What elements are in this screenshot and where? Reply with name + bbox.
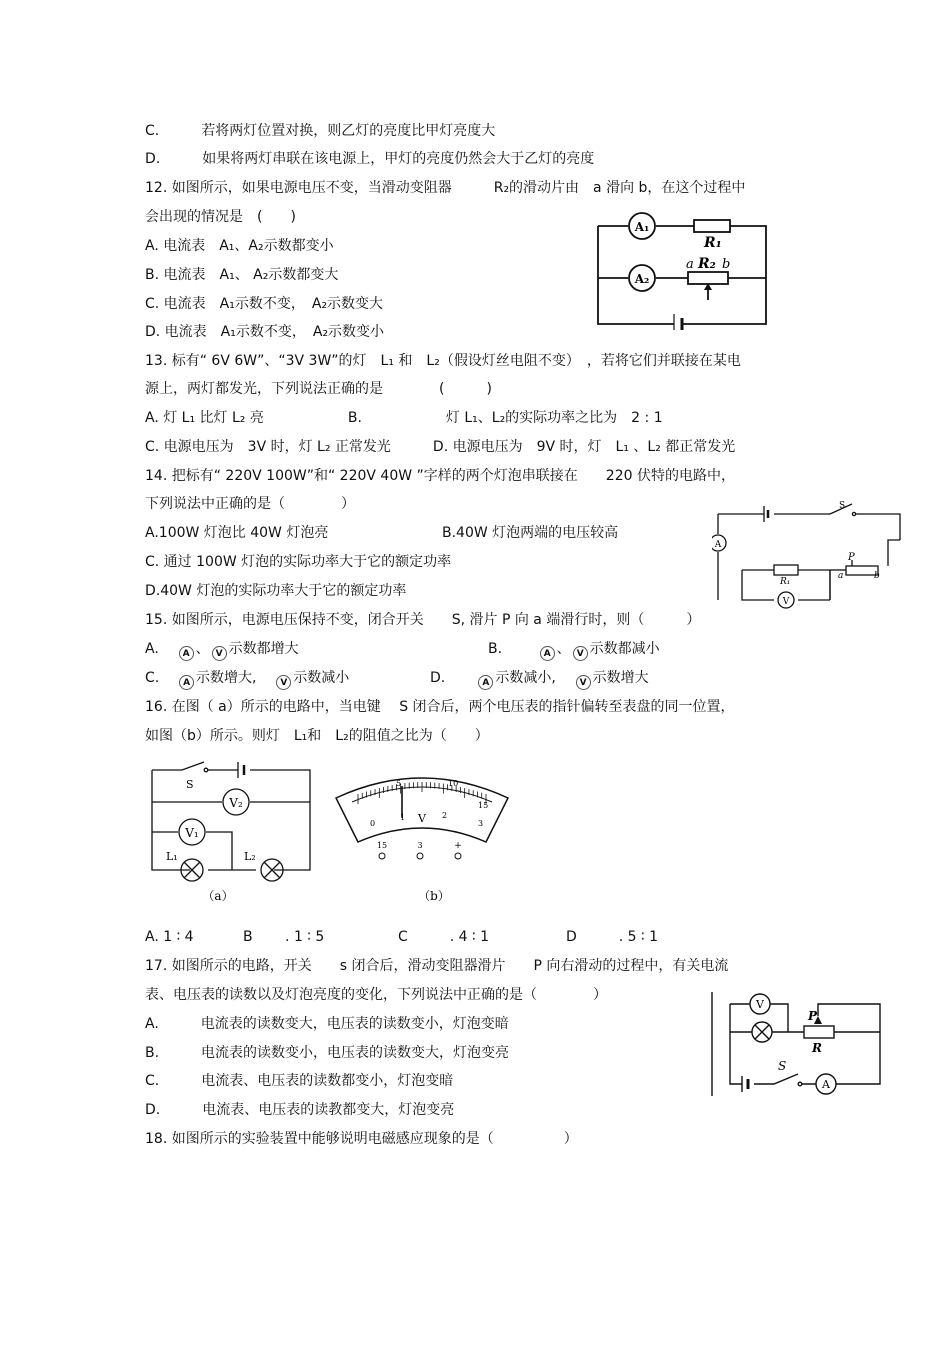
q14-option-b: B.40W 灯泡两端的电压较高 [442,525,619,541]
q15-option-b: B. A 、 V 示数都减小 [488,641,660,659]
q13-stem-line1: 13. 标有“ 6V 6W”、“3V 3W”的灯 L₁ 和 L₂（假设灯丝电阻不变） ，若将它们并联接在某电 [145,353,741,369]
l2-label: L₂ [244,850,256,863]
voltmeter-icon: V [576,675,591,690]
scale-5: 5 [396,779,402,788]
terminal-plus [455,853,461,859]
q15-circuit-diagram [712,494,908,610]
q15-option-c: C. A 示数增大, V 示数减小 [145,670,350,688]
q17-option-c: C. 电流表、电压表的读数都变小，灯泡变暗 [145,1073,454,1089]
scale-1: 1 [400,813,406,822]
slider-p-label: P [808,1009,818,1023]
q16-stem-line2: 如图（b）所示。则灯 L₁和 L₂的阻值之比为（ ） [145,728,489,744]
terminal-3-label: 3 [417,841,423,850]
ammeter-icon: A [179,675,194,690]
end-a-label: a [686,257,694,272]
q16-option-c: C . 4 ∶ 1 [398,929,490,945]
q12-stem-line2: 会出现的情况是 ( ) [145,209,296,225]
ammeter-label: A [822,1078,830,1091]
voltmeter-icon: V [212,646,227,661]
l1-label: L₁ [166,850,178,863]
q18-stem: 18. 如图所示的实验装置中能够说明电磁感应现象的是（ ） [145,1131,578,1147]
q14-option-a: A.100W 灯泡比 40W 灯泡亮 [145,525,329,541]
q17-stem-line2: 表、电压表的读数以及灯泡亮度的变化，下列说法中正确的是（ ） [145,987,607,1003]
q17-option-d: D. 电流表、电压表的读教都变大，灯泡变亮 [145,1102,455,1118]
q13-options-ab: A. 灯 L₁ 比灯 L₂ 亮 B. 灯 L₁、L₂的实际功率之比为 2 : 1 [145,410,663,426]
scale-0: 0 [370,819,376,828]
voltmeter-label: V [756,998,764,1011]
ammeter-icon: A [478,675,493,690]
voltmeter-icon: V [573,646,588,661]
resistor-r1 [774,565,798,575]
q14-option-c: C. 通过 100W 灯泡的实际功率大于它的额定功率 [145,554,452,570]
q11-option-d: D. 如果将两灯串联在该电源上，甲灯的亮度仍然会大于乙灯的亮度 [145,151,595,167]
r1-label: R₁ [704,235,722,251]
q17-stem-line1: 17. 如图所示的电路，开关 s 闭合后，滑动变阻器滑片 P 向右滑动的过程中，有关电流 [145,958,729,974]
q12-stem-line1: 12. 如图所示，如果电源电压不变，当滑动变阻器 R₂的滑动片由 a 滑向 b，在这个过程中 [145,180,746,196]
q17-option-a: A. 电流表的读数变大，电压表的读数变小，灯泡变暗 [145,1016,509,1032]
q13-options-cd: C. 电源电压为 3V 时，灯 L₂ 正常发光 D. 电源电压为 9V 时，灯 L₁ 、L₂ 都正常发光 [145,439,736,455]
q16-option-a: A. 1 ∶ 4 [145,929,194,945]
end-b-label: b [874,571,880,581]
ammeter-label: A [714,540,722,550]
rheostat-r2 [688,272,728,284]
q15-stem: 15. 如图所示，电源电压保持不变，闭合开关 S, 滑片 P 向 a 端滑行时，则（ ） [145,612,701,628]
q16-option-b: B . 1 ∶ 5 [243,929,325,945]
q12-option-b: B. 电流表 A₁、 A₂示数都变大 [145,267,339,283]
voltmeter-icon: V [276,675,291,690]
switch-label: S [778,1059,787,1073]
switch-label: S [839,501,846,511]
terminal-plus-label: + [454,841,462,851]
caption-b: （b） [418,889,450,903]
q11-option-c: C. 若将两灯位置对换，则乙灯的亮度比甲灯亮度大 [145,123,496,139]
terminal-15-label: 15 [376,841,388,850]
resistor-r1 [694,220,730,232]
q15-option-a: A. A 、 V 示数都增大 [145,641,299,659]
rheostat-r-label: R [812,1041,822,1055]
scale-15: 15 [478,801,489,810]
q16-circuit-a [148,758,318,908]
scale-3: 3 [478,819,484,828]
q17-circuit-diagram [708,988,888,1098]
q15-option-d: D. A 示数减小, V 示数增大 [430,670,649,688]
q16-option-d: D . 5 ∶ 1 [566,929,659,945]
q12-circuit-diagram [592,208,772,330]
q14-option-d: D.40W 灯泡的实际功率大于它的额定功率 [145,583,407,599]
terminal-15 [379,853,385,859]
caption-a: （a） [202,889,234,903]
v2-label: V₂ [229,796,243,810]
q12-option-c: C. 电流表 A₁示数不变， A₂示数变大 [145,296,384,312]
slider-p-label: P [848,552,855,563]
ammeter-icon: A [540,646,555,661]
voltmeter-label: V [782,597,790,607]
q14-stem-line2: 下列说法中正确的是（ ） [145,496,355,512]
a2-label: A₂ [634,272,650,286]
q16-stem-line1: 16. 在图（ a）所示的电路中，当电键 S 闭合后，两个电压表的指针偏转至表盘的同一位置， [145,699,735,715]
q12-option-a: A. 电流表 A₁、A₂示数都变小 [145,238,334,254]
q12-option-d: D. 电流表 A₁示数不变， A₂示数变小 [145,324,385,340]
q17-option-b: B. 电流表的读数变小，电压表的读数变大，灯泡变亮 [145,1045,510,1061]
terminal-3 [417,853,423,859]
end-b-label: b [722,257,731,272]
r1-label: R₁ [780,577,791,587]
end-a-label: a [838,571,844,581]
switch-label: S [186,778,194,791]
v1-label: V₁ [185,826,199,840]
scale-2: 2 [442,811,448,820]
ammeter-icon: A [179,646,194,661]
q13-stem-line2: 源上，两灯都发光，下列说法正确的是 ( ) [145,381,492,397]
a1-label: A₁ [634,220,650,234]
q14-stem-line1: 14. 把标有“ 220V 100W”和“ 220V 40W ”字样的两个灯泡串联接在 220 伏特的电路中， [145,468,735,484]
unit-v: V [418,812,426,825]
rheostat-r [804,1026,834,1038]
q16-voltmeter-dial-b [330,764,514,908]
r2-label: R₂ [698,256,716,272]
scale-10: 10 [448,779,459,788]
